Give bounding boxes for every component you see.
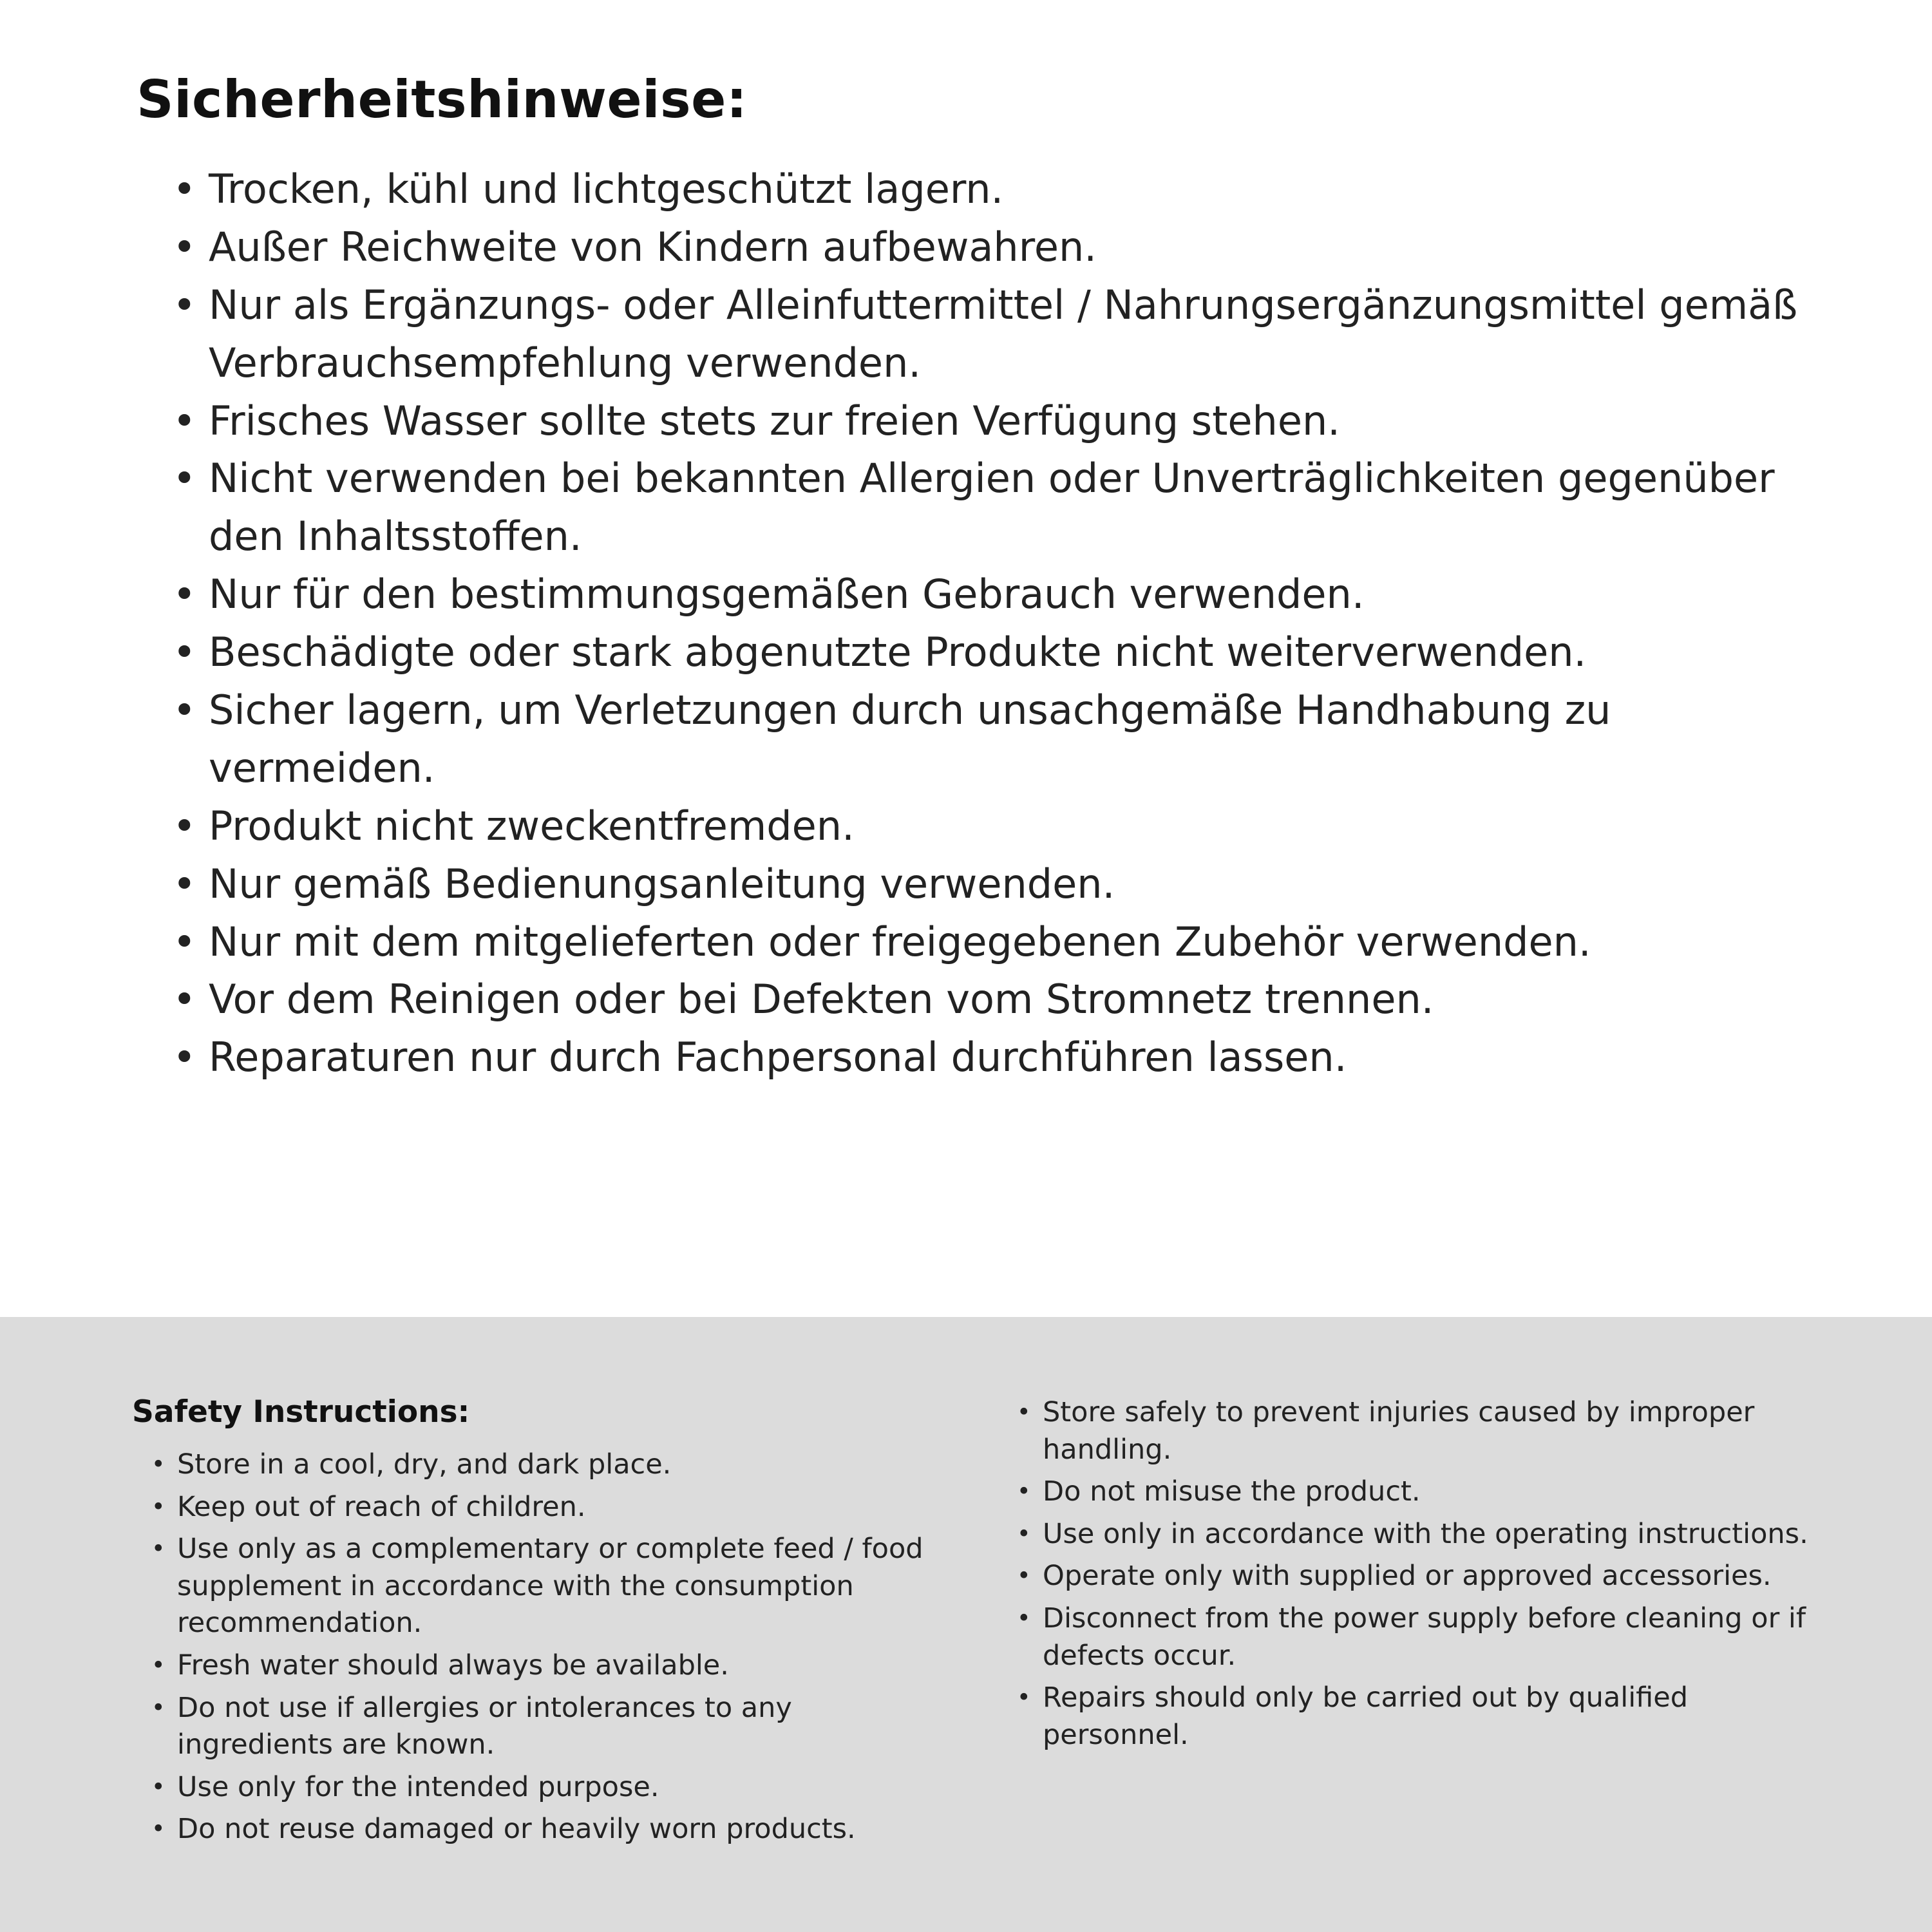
english-right-column (1014, 1394, 1823, 1932)
list-item: • Do not misuse the product. (1014, 1473, 1823, 1511)
list-item: • Nur als Ergänzungs- oder Alleinfuttermittel / Nahrungsergänzungsmittel gemäß Verbrauchsempfehlung verwenden. (169, 276, 1835, 392)
list-item: • Do not reuse damaged or heavily worn products. (149, 1811, 940, 1848)
english-safety-section (0, 1317, 1932, 1932)
english-safety-list-left (132, 1446, 940, 1848)
english-safety-list-right (1014, 1394, 1823, 1754)
list-item: • Use only in accordance with the operating instructions. (1014, 1516, 1823, 1553)
list-item: • Trocken, kühl und lichtgeschützt lagern. (169, 160, 1835, 218)
list-item: • Vor dem Reinigen oder bei Defekten vom Stromnetz trennen. (169, 971, 1835, 1028)
list-item: • Repairs should only be carried out by qualified personnel. (1014, 1680, 1823, 1754)
list-item: • Produkt nicht zweckentfremden. (169, 797, 1835, 855)
list-item: • Use only as a complementary or complete feed / food supplement in accordance with the consumption recommendation. (149, 1531, 940, 1642)
list-item: • Außer Reichweite von Kindern aufbewahren. (169, 218, 1835, 276)
list-item: • Sicher lagern, um Verletzungen durch unsachgemäße Handhabung zu vermeiden. (169, 681, 1835, 797)
list-item: • Do not use if allergies or intolerances to any ingredients are known. (149, 1690, 940, 1764)
list-item: • Store in a cool, dry, and dark place. (149, 1446, 940, 1484)
german-section-title: Sicherheitshinweise: (137, 70, 748, 129)
list-item: • Nicht verwenden bei bekannten Allergien oder Unverträglichkeiten gegenüber den Inhaltsstoffen. (169, 450, 1835, 565)
list-item: • Beschädigte oder stark abgenutzte Produkte nicht weiterverwenden. (169, 623, 1835, 681)
list-item: • Nur für den bestimmungsgemäßen Gebrauch verwenden. (169, 565, 1835, 623)
list-item: • Frisches Wasser sollte stets zur freien Verfügung stehen. (169, 392, 1835, 450)
english-left-column (132, 1394, 940, 1932)
list-item: • Nur mit dem mitgelieferten oder freigegebenen Zubehör verwenden. (169, 913, 1835, 971)
english-section-title: Safety Instructions: (132, 1394, 470, 1430)
german-safety-list (137, 160, 1835, 1086)
list-item: • Operate only with supplied or approved accessories. (1014, 1558, 1823, 1595)
list-item: • Fresh water should always be available. (149, 1647, 940, 1685)
list-item: • Store safely to prevent injuries caused by improper handling. (1014, 1394, 1823, 1468)
list-item: • Disconnect from the power supply before cleaning or if defects occur. (1014, 1600, 1823, 1674)
list-item: • Reparaturen nur durch Fachpersonal durchführen lassen. (169, 1028, 1835, 1086)
list-item: • Nur gemäß Bedienungsanleitung verwenden. (169, 855, 1835, 913)
list-item: • Use only for the intended purpose. (149, 1769, 940, 1806)
list-item: • Keep out of reach of children. (149, 1489, 940, 1526)
